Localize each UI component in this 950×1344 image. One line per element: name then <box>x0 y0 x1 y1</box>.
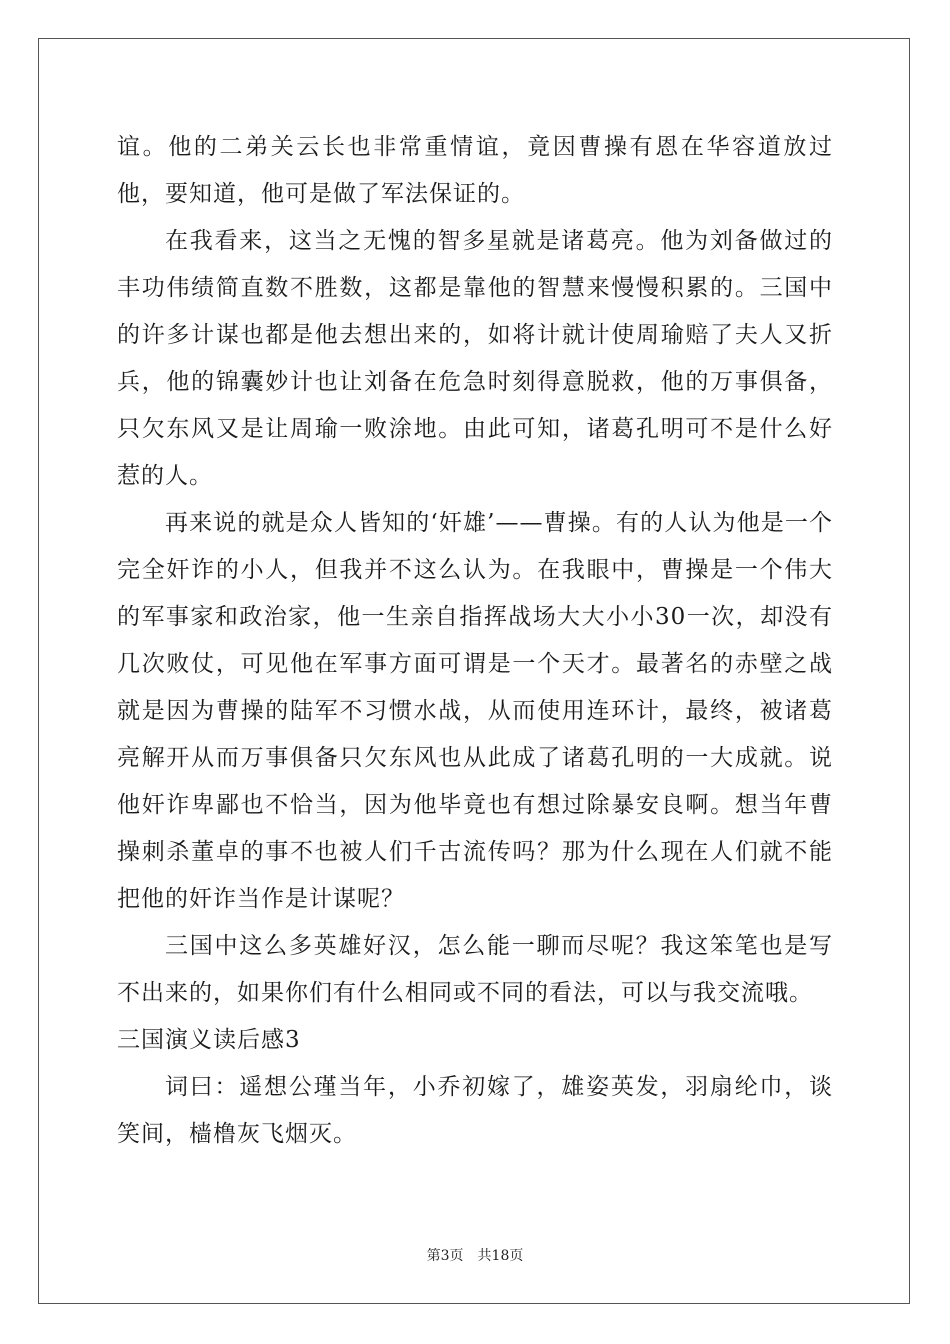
paragraph-3: 再来说的就是众人皆知的‘奸雄’——曹操。有的人认为他是一个完全奸诈的小人，但我并不这么认为。在我眼中，曹操是一个伟大的军事家和政治家，他一生亲自指挥战场大大小小30一次，却没有几次败仗，可见他在军事方面可谓是一个天才。最著名的赤壁之战就是因为曹操的陆军不习惯水战，从而使用连环计，最终，被诸葛亮解开从而万事俱备只欠东风也从此成了诸葛孔明的一大成就。说他奸诈卑鄙也不恰当，因为他毕竟也有想过除暴安良啊。想当年曹操刺杀董卓的事不也被人们千古流传吗？那为什么现在人们就不能把他的奸诈当作是计谋呢？ <box>117 510 833 912</box>
paragraph-2: 在我看来，这当之无愧的智多星就是诸葛亮。他为刘备做过的丰功伟绩简直数不胜数，这都是靠他的智慧来慢慢积累的。三国中的许多计谋也都是他去想出来的，如将计就计使周瑜赔了夫人又折兵，他的锦囊妙计也让刘备在危急时刻得意脱救，他的万事俱备，只欠东风又是让周瑜一败涂地。由此可知，诸葛孔明可不是什么好惹的人。 <box>117 228 833 489</box>
section-title: 三国演义读后感3 <box>117 1027 301 1053</box>
closing-paragraph: 词曰：遥想公瑾当年，小乔初嫁了，雄姿英发，羽扇纶巾，谈笑间，樯橹灰飞烟灭。 <box>117 1074 833 1147</box>
document-body <box>117 124 833 1158</box>
page-footer: 第3页 共18页 <box>426 1248 524 1264</box>
paragraph-1: 谊。他的二弟关云长也非常重情谊，竟因曹操有恩在华容道放过他，要知道，他可是做了军法保证的。 <box>117 134 833 207</box>
paragraph-4: 三国中这么多英雄好汉，怎么能一聊而尽呢？我这笨笔也是写不出来的，如果你们有什么相同或不同的看法，可以与我交流哦。 <box>117 933 833 1006</box>
